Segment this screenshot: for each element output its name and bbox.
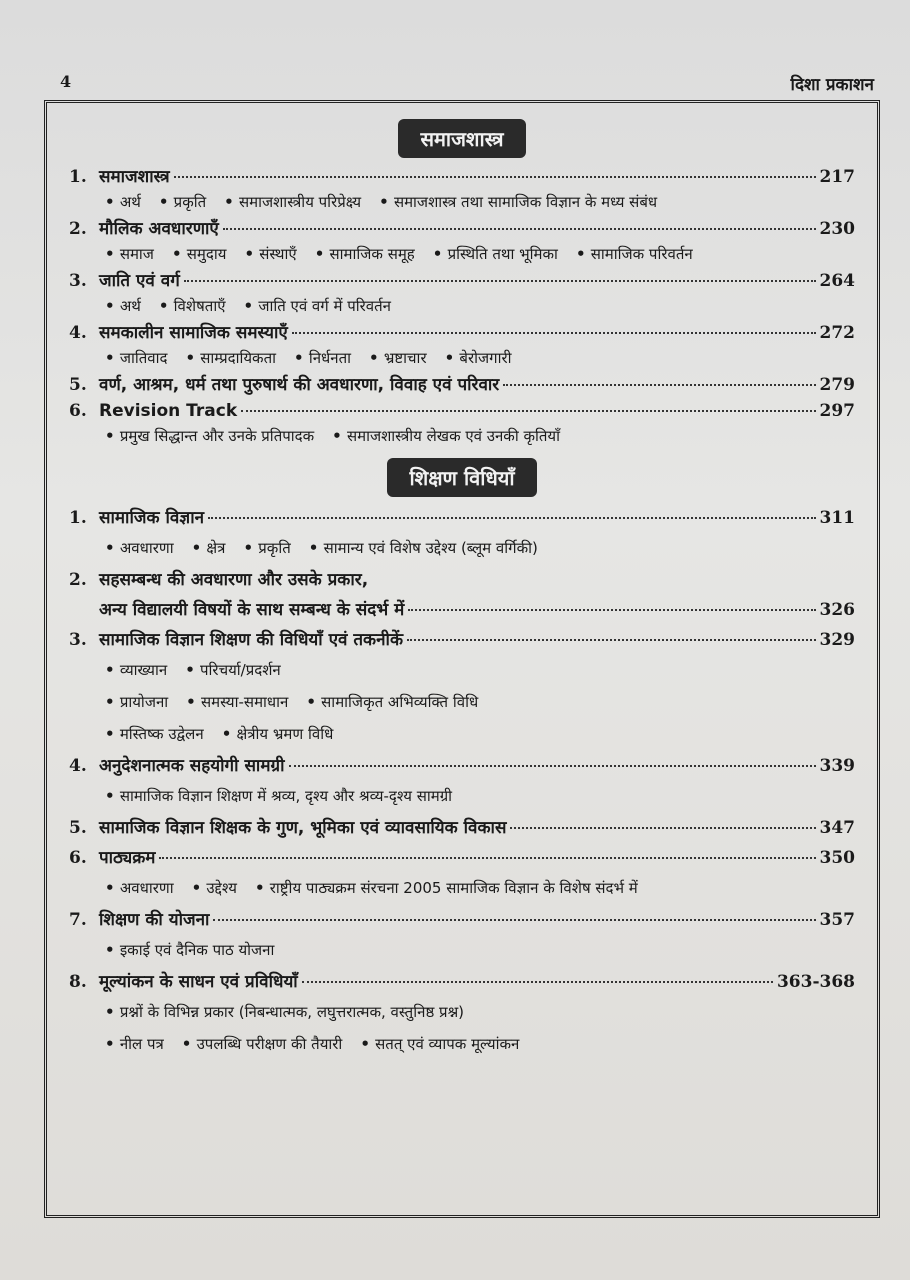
- dot-leader: [408, 609, 815, 611]
- dot-leader: [223, 228, 816, 230]
- chapter-number: 6.: [69, 401, 87, 421]
- page-ref: 339: [819, 756, 855, 776]
- subtopic-list: [69, 719, 855, 749]
- subtopic: • प्रस्थिति तथा भूमिका: [433, 245, 558, 263]
- chapter-number: 1.: [69, 508, 87, 528]
- page-ref: 363-368: [776, 972, 855, 992]
- subtopic: • सामाजिक विज्ञान शिक्षण में श्रव्य, दृश्य और श्रव्य-दृश्य सामग्री: [105, 787, 452, 805]
- subtopic: • क्षेत्र: [192, 539, 226, 557]
- subtopic: • प्रश्नों के विभिन्न प्रकार (निबन्धात्मक, लघुत्तरात्मक, वस्तुनिष्ठ प्रश्न): [105, 1003, 464, 1021]
- chapter-title: वर्ण, आश्रम, धर्म तथा पुरुषार्थ की अवधारणा, विवाह एवं परिवार: [99, 375, 500, 395]
- chapter-number: 6.: [69, 848, 87, 868]
- subtopic: • निर्धनता: [294, 349, 351, 367]
- page-ref: 217: [819, 167, 855, 187]
- page-ref: 297: [819, 401, 855, 421]
- subtopic-list: [69, 533, 855, 563]
- subtopic-list: [69, 346, 855, 370]
- dot-leader: [510, 827, 815, 829]
- chapter-title: सामाजिक विज्ञान शिक्षक के गुण, भूमिका एवं व्यावसायिक विकास: [99, 818, 507, 838]
- dot-leader: [213, 919, 815, 921]
- dot-leader: [208, 517, 815, 519]
- subtopic: • सतत् एवं व्यापक मूल्यांकन: [360, 1035, 519, 1053]
- subtopic-list: [69, 294, 855, 318]
- dot-leader: [159, 857, 815, 859]
- toc-entry: [69, 751, 855, 781]
- subtopic: • प्रमुख सिद्धान्त और उनके प्रतिपादक: [105, 427, 314, 445]
- subtopic: • व्याख्यान: [105, 661, 167, 679]
- dot-leader: [503, 384, 815, 386]
- subtopic: • संस्थाएँ: [244, 245, 296, 263]
- subtopic: • सामाजिक परिवर्तन: [576, 245, 693, 263]
- dot-leader: [184, 280, 816, 282]
- chapter-title-continued: अन्य विद्यालयी विषयों के साथ सम्बन्ध के संदर्भ में: [99, 600, 405, 620]
- toc-entry: [69, 268, 855, 294]
- subtopic: • उपलब्धि परीक्षण की तैयारी: [182, 1035, 343, 1053]
- chapter-number: 4.: [69, 323, 87, 343]
- subtopic: • सामाजिक समूह: [315, 245, 415, 263]
- chapter-title: अनुदेशनात्मक सहयोगी सामग्री: [99, 756, 285, 776]
- page-ref: 326: [819, 600, 855, 620]
- chapter-number: 5.: [69, 818, 87, 838]
- toc-entry: [69, 216, 855, 242]
- page-ref: 264: [819, 271, 855, 291]
- chapter-number: 3.: [69, 271, 87, 291]
- subtopic-list: [69, 242, 855, 266]
- subtopic: • समाजशास्त्रीय लेखक एवं उनकी कृतियाँ: [332, 427, 560, 445]
- subtopic: • समस्या-समाधान: [186, 693, 288, 711]
- toc-entry: [69, 503, 855, 533]
- subtopic-list: [69, 190, 855, 214]
- subtopic: • अर्थ: [105, 297, 141, 315]
- page-ref: 329: [819, 630, 855, 650]
- toc-entry-line: [69, 595, 855, 625]
- subtopic: • अवधारणा: [105, 879, 174, 897]
- chapter-number: 8.: [69, 972, 87, 992]
- toc-entry-line: [69, 565, 855, 595]
- section-title: समाजशास्त्र: [398, 119, 525, 158]
- section-gap: [69, 450, 855, 456]
- dot-leader: [174, 176, 816, 178]
- subtopic: • अवधारणा: [105, 539, 174, 557]
- chapter-title: मौलिक अवधारणाएँ: [99, 219, 219, 239]
- subtopic: • अर्थ: [105, 193, 141, 211]
- toc-entry: [69, 565, 855, 625]
- page-ref: 279: [819, 375, 855, 395]
- chapter-title: सहसम्बन्ध की अवधारणा और उसके प्रकार,: [99, 570, 369, 590]
- subtopic: • जातिवाद: [105, 349, 167, 367]
- toc-entry: [69, 813, 855, 843]
- page-ref: 311: [819, 508, 855, 528]
- chapter-number: 2.: [69, 570, 87, 590]
- subtopic-list: [69, 935, 855, 965]
- chapter-number: 2.: [69, 219, 87, 239]
- section-1: [69, 119, 855, 448]
- chapter-title: समकालीन सामाजिक समस्याएँ: [99, 323, 288, 343]
- subtopic: • प्रकृति: [243, 539, 290, 557]
- subtopic: • सामाजिकृत अभिव्यक्ति विधि: [306, 693, 478, 711]
- subtopic: • प्रायोजना: [105, 693, 168, 711]
- toc-entry: [69, 905, 855, 935]
- dot-leader: [292, 332, 816, 334]
- chapter-title: शिक्षण की योजना: [99, 910, 210, 930]
- chapter-title: पाठ्यक्रम: [99, 848, 156, 868]
- toc-entry: [69, 398, 855, 424]
- chapter-number: 7.: [69, 910, 87, 930]
- toc-entry: [69, 372, 855, 398]
- dot-leader: [289, 765, 816, 767]
- publisher-name: दिशा प्रकाशन: [790, 75, 874, 95]
- page-ref: 350: [819, 848, 855, 868]
- dot-leader: [241, 410, 815, 412]
- subtopic: • भ्रष्टाचार: [369, 349, 427, 367]
- page-ref: 357: [819, 910, 855, 930]
- subtopic: • बेरोजगारी: [445, 349, 512, 367]
- subtopic: • प्रकृति: [159, 193, 206, 211]
- page-ref: 272: [819, 323, 855, 343]
- dot-leader: [407, 639, 815, 641]
- subtopic: • सामान्य एवं विशेष उद्देश्य (ब्लूम वर्गिकी): [309, 539, 538, 557]
- chapter-number: 1.: [69, 167, 87, 187]
- section-2: [69, 458, 855, 1059]
- chapter-number: 4.: [69, 756, 87, 776]
- chapter-title: सामाजिक विज्ञान: [99, 508, 205, 528]
- subtopic: • जाति एवं वर्ग में परिवर्तन: [244, 297, 391, 315]
- subtopic-list: [69, 997, 855, 1027]
- chapter-title: मूल्यांकन के साधन एवं प्रविधियाँ: [99, 972, 298, 992]
- section-heading: [69, 458, 855, 497]
- toc-entry: [69, 164, 855, 190]
- chapter-number: 3.: [69, 630, 87, 650]
- contents-frame: [44, 100, 880, 1218]
- subtopic: • समाजशास्त्रीय परिप्रेक्ष्य: [224, 193, 361, 211]
- chapter-title: सामाजिक विज्ञान शिक्षण की विधियाँ एवं तकनीकें: [99, 630, 404, 650]
- subtopic-list: [69, 424, 855, 448]
- subtopic: • समुदाय: [172, 245, 226, 263]
- subtopic: • समाज: [105, 245, 154, 263]
- chapter-title: समाजशास्त्र: [99, 167, 170, 187]
- page-ref: 230: [819, 219, 855, 239]
- subtopic: • साम्प्रदायिकता: [185, 349, 276, 367]
- subtopic: • समाजशास्त्र तथा सामाजिक विज्ञान के मध्य संबंध: [379, 193, 657, 211]
- toc-entry: [69, 843, 855, 873]
- subtopic-list: [69, 655, 855, 685]
- subtopic-list: [69, 781, 855, 811]
- section-heading: [69, 119, 855, 158]
- subtopic: • परिचर्या/प्रदर्शन: [185, 661, 281, 679]
- chapter-title: जाति एवं वर्ग: [99, 271, 180, 291]
- subtopic: • मस्तिष्क उद्वेलन: [105, 725, 204, 743]
- toc-entry: [69, 967, 855, 997]
- subtopic-list: [69, 873, 855, 903]
- subtopic: • इकाई एवं दैनिक पाठ योजना: [105, 941, 274, 959]
- subtopic: • उद्देश्य: [192, 879, 237, 897]
- subtopic: • नील पत्र: [105, 1035, 164, 1053]
- chapter-number: 5.: [69, 375, 87, 395]
- page-number: 4: [60, 72, 72, 91]
- subtopic-list: [69, 1029, 855, 1059]
- section-title: शिक्षण विधियाँ: [387, 458, 536, 497]
- subtopic: • राष्ट्रीय पाठ्यक्रम संरचना 2005 सामाजिक विज्ञान के विशेष संदर्भ में: [255, 879, 638, 897]
- subtopic: • क्षेत्रीय भ्रमण विधि: [222, 725, 334, 743]
- subtopic: • विशेषताएँ: [159, 297, 226, 315]
- dot-leader: [302, 981, 773, 983]
- page-ref: 347: [819, 818, 855, 838]
- chapter-title: Revision Track: [99, 401, 238, 421]
- toc-entry: [69, 625, 855, 655]
- toc-entry: [69, 320, 855, 346]
- subtopic-list: [69, 687, 855, 717]
